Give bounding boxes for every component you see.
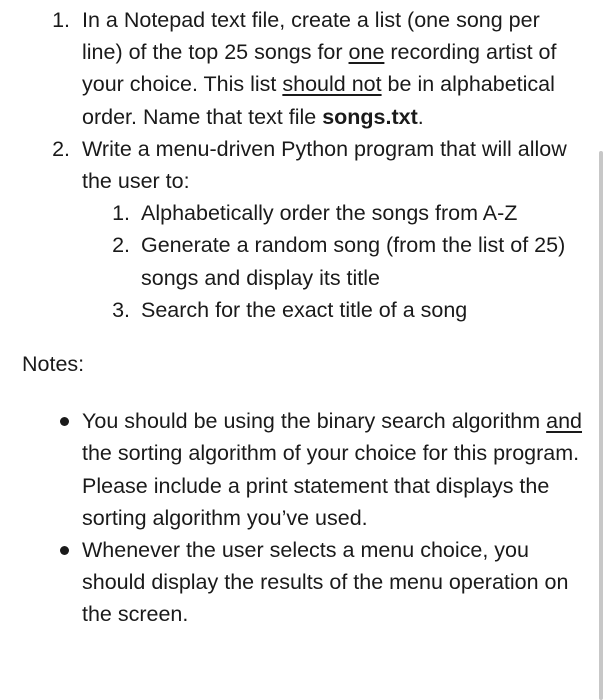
bullet-icon — [60, 546, 69, 555]
document — [0, 4, 600, 631]
sub-step-number: 2. — [112, 233, 130, 258]
step-text-part: recording artist of your choice. This list — [82, 40, 557, 97]
bullet-icon — [60, 417, 69, 426]
sub-step-number: 1. — [112, 201, 130, 226]
step-text-part: . — [417, 104, 424, 129]
notes-heading: Notes: — [22, 352, 85, 377]
step-2 — [0, 133, 600, 197]
note-text-part: the sorting algorithm of your choice for this program. Please include a print statement that displays the sorting algorithm you’ve used. — [82, 441, 580, 530]
note-text — [82, 405, 582, 534]
sub-step-text: Generate a random song (from the list of 25) songs and display its title — [141, 233, 566, 290]
sub-step-3 — [0, 294, 600, 326]
step-text-part: In a Notepad text file, create a list (one song per line) of the top 25 songs for — [82, 8, 540, 65]
note-2 — [0, 534, 600, 631]
underlined-word: and — [546, 409, 583, 434]
sub-step-1 — [0, 197, 600, 229]
sub-step-2 — [0, 229, 600, 293]
underlined-word: one — [348, 40, 385, 65]
step-text: Write a menu-driven Python program that will allow the user to: — [82, 136, 567, 194]
step-1 — [0, 4, 600, 133]
sub-step-number: 3. — [112, 297, 130, 322]
note-1 — [0, 405, 600, 534]
sub-step-text: Search for the exact title of a song — [141, 297, 468, 322]
step-text-part: be in alphabetical order. Name that text file — [82, 72, 555, 129]
note-text-part: You should be using the binary search algorithm — [82, 409, 547, 434]
step-number: 2. — [52, 136, 70, 161]
underlined-phrase: should not — [282, 72, 382, 97]
vertical-scrollbar[interactable] — [599, 151, 603, 700]
step-text — [82, 4, 582, 133]
file-name: songs.txt — [322, 104, 418, 129]
sub-step-text: Alphabetically order the songs from A-Z — [141, 201, 518, 226]
step-number: 1. — [52, 8, 70, 32]
note-text: Whenever the user selects a menu choice, you should display the results of the menu operation on the screen. — [82, 538, 569, 627]
